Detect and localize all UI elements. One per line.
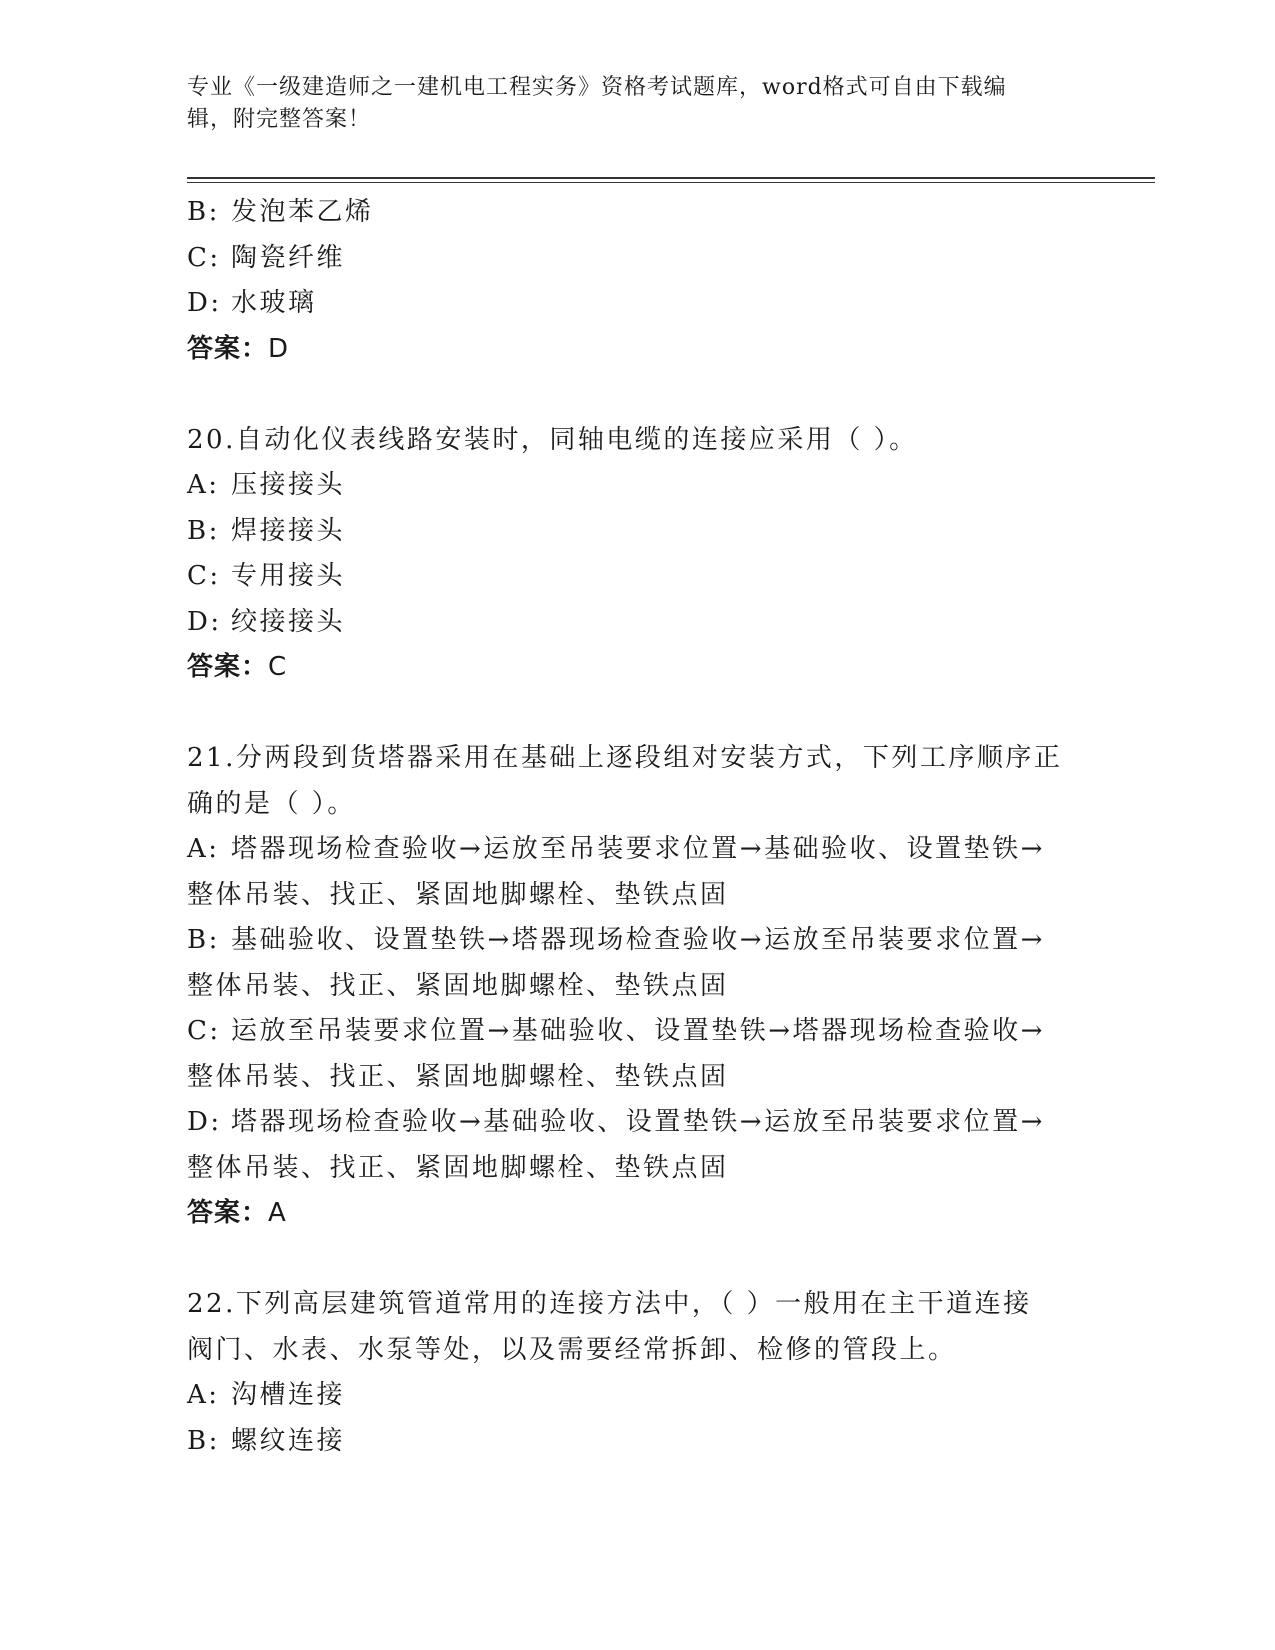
option-key: B: <box>187 925 220 955</box>
answer-label: 答案： <box>187 652 269 682</box>
question-20 <box>187 418 1087 691</box>
option-d-continued: 整体吊装、找正、紧固地脚螺栓、垫铁点固 <box>187 1152 729 1183</box>
spacer <box>187 1237 1087 1283</box>
option-c <box>187 554 1087 600</box>
option-text: 螺纹连接 <box>231 1425 346 1456</box>
option-text: 运放至吊装要求位置→基础验收、设置垫铁→塔器现场检查验收→ <box>231 1016 1045 1046</box>
option-c <box>187 1009 1087 1055</box>
option-b <box>187 509 1087 555</box>
question-19 <box>187 190 1087 372</box>
option-b <box>187 918 1087 964</box>
header-line-1: 专业《一级建造师之一建机电工程实务》资格考试题库，word格式可自由下载编 <box>187 75 1007 100</box>
option-key: A: <box>187 1380 220 1410</box>
option-b <box>187 1419 1087 1465</box>
option-key: B: <box>187 1425 220 1456</box>
option-key: D: <box>187 1107 222 1137</box>
answer-label: 答案： <box>187 1198 269 1228</box>
question-stem-line-1: 22.下列高层建筑管道常用的连接方法中，（ ）一般用在主干道连接 <box>187 1289 1032 1319</box>
option-text: 基础验收、设置垫铁→塔器现场检查验收→运放至吊装要求位置→ <box>231 925 1045 955</box>
answer-line <box>187 1191 1087 1237</box>
option-d <box>187 281 1087 327</box>
option-key: C: <box>187 1016 221 1046</box>
option-a <box>187 463 1087 509</box>
option-text: 专用接头 <box>231 561 346 591</box>
option-key: D: <box>187 606 222 637</box>
option-text: 绞接接头 <box>231 606 346 637</box>
option-d <box>187 1100 1087 1146</box>
option-b <box>187 190 1087 236</box>
question-content <box>187 190 1087 1464</box>
option-b-continued: 整体吊装、找正、紧固地脚螺栓、垫铁点固 <box>187 970 729 1001</box>
document-header <box>187 72 1067 136</box>
header-divider <box>187 177 1155 183</box>
header-line-2: 辑，附完整答案！ <box>187 107 372 132</box>
option-text: 水玻璃 <box>231 288 317 318</box>
answer-line <box>187 645 1087 691</box>
option-text: 塔器现场检查验收→运放至吊装要求位置→基础验收、设置垫铁→ <box>231 834 1045 864</box>
question-stem-line-2: 阀门、水表、水泵等处，以及需要经常拆卸、检修的管段上。 <box>187 1334 957 1365</box>
question-22 <box>187 1282 1087 1464</box>
option-key: C: <box>187 242 221 273</box>
question-stem-line-2: 确的是（ ）。 <box>187 788 356 819</box>
option-a-continued: 整体吊装、找正、紧固地脚螺栓、垫铁点固 <box>187 879 729 910</box>
option-key: A: <box>187 834 220 864</box>
question-21 <box>187 736 1087 1237</box>
option-c-continued: 整体吊装、找正、紧固地脚螺栓、垫铁点固 <box>187 1061 729 1092</box>
option-c <box>187 236 1087 282</box>
option-key: B: <box>187 515 220 546</box>
option-key: C: <box>187 561 221 591</box>
option-text: 塔器现场检查验收→基础验收、设置垫铁→运放至吊装要求位置→ <box>231 1107 1045 1137</box>
option-text: 发泡苯乙烯 <box>231 197 374 227</box>
option-text: 压接接头 <box>231 470 346 500</box>
option-key: A: <box>187 470 220 500</box>
spacer <box>187 372 1087 418</box>
option-d <box>187 600 1087 646</box>
answer-line <box>187 327 1087 373</box>
answer-value: A <box>268 1198 289 1228</box>
question-stem: 20.自动化仪表线路安装时，同轴电缆的连接应采用（ ）。 <box>187 424 918 455</box>
answer-value: D <box>268 333 291 364</box>
option-a <box>187 827 1087 873</box>
option-key: B: <box>187 197 220 227</box>
option-text: 陶瓷纤维 <box>231 242 346 273</box>
answer-value: C <box>268 652 289 682</box>
option-key: D: <box>187 288 222 318</box>
option-text: 焊接接头 <box>231 515 346 546</box>
option-text: 沟槽连接 <box>231 1380 346 1410</box>
option-a <box>187 1373 1087 1419</box>
question-stem-line-1: 21.分两段到货塔器采用在基础上逐段组对安装方式，下列工序顺序正 <box>187 743 1063 773</box>
spacer <box>187 691 1087 737</box>
answer-label: 答案： <box>187 333 269 364</box>
